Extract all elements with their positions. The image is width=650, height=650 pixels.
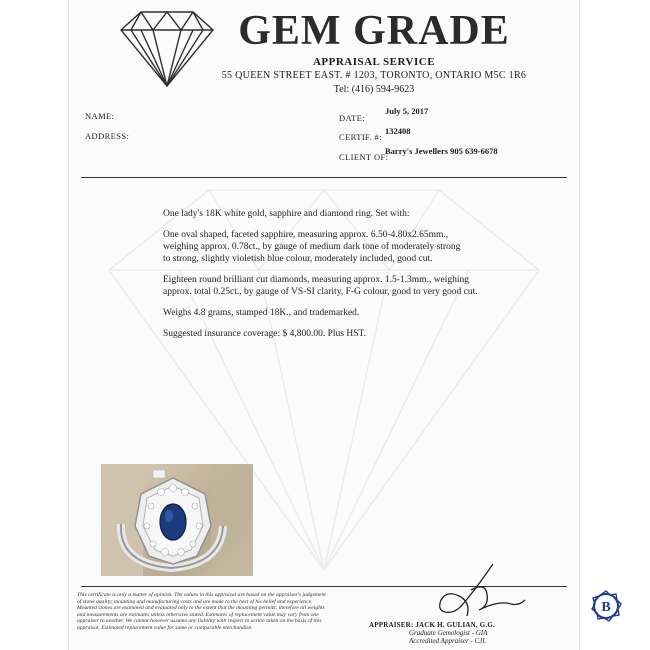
company-phone: Tel: (416) 594-9623 — [333, 84, 415, 95]
description-paragraph: Suggested insurance coverage: $ 4,800.00. Plus HST. — [163, 329, 366, 339]
description-paragraph: One lady's 18K white gold, sapphire and diamond ring. Set with: — [163, 209, 410, 219]
description-paragraph: Eighteen round brilliant cut diamonds, measuring approx. 1.5-1.3mm., weighing approx. total 0.25ct., by gauge of VS-SI clarity, F-G colour, good to very good cut. — [163, 275, 478, 297]
certif-label: CERTIF. #: — [339, 132, 382, 142]
description-paragraph: One oval shaped, faceted sapphire, measuring approx. 6.50-4.80x2.65mm., weighing approx. 0.78ct., by gauge of medium dark tone of moderately strong to strong, slightly violetish blue colour, moderately included, good cut. — [163, 230, 461, 264]
company-name: GEM GRADE — [238, 8, 510, 54]
date-value: July 5, 2017 — [385, 106, 429, 116]
client-value: Barry's Jewellers 905 639-6678 — [385, 146, 498, 156]
company-subtitle: APPRAISAL SERVICE — [312, 56, 436, 68]
date-label: DATE: — [339, 113, 366, 123]
appraiser-name: APPRAISER: JACK H. GULIAN, G.G. — [369, 621, 495, 629]
company-address: 55 QUEEN STREET EAST. # 1203, TORONTO, ONTARIO M5C 1R6 — [221, 70, 527, 81]
description-paragraph: Weighs 4.8 grams, stamped 18K., and trademarked. — [163, 308, 360, 318]
signature — [415, 560, 535, 620]
header-divider — [81, 177, 567, 178]
item-description — [163, 208, 563, 349]
ring-photo — [101, 464, 253, 576]
appraiser-block — [369, 621, 569, 645]
badge-letter: B — [601, 600, 611, 615]
name-label: NAME: — [85, 111, 115, 121]
appraiser-credential: Accredited Appraiser - CJI. — [409, 637, 487, 645]
appraisal-certificate — [68, 0, 580, 650]
ring-icon — [101, 464, 253, 576]
address-label: ADDRESS: — [85, 131, 130, 141]
brand-badge-icon — [588, 588, 624, 624]
appraiser-credential: Graduate Gemologist - GIA — [409, 629, 488, 637]
certif-value: 132408 — [385, 126, 411, 136]
disclaimer-text: This certificate is only a matter of opinion. The values in this appraisal are based on the appraiser's judgement of stone quality, mounting and manufacturing costs and are made to the best of his belief and experience. Mounted stones are examined and evaluated only to the extent that the mounting permits; therefore all weights and measurements are estimates unless otherwise stated. Estimates of replacement value may vary from one appraiser to another. We cannot however assume any liability with respect to action taken on the basis of this appraisal. Estimated replacement value for same or comparable merchandise. — [77, 592, 326, 631]
client-label: CLIENT OF: — [339, 152, 389, 162]
